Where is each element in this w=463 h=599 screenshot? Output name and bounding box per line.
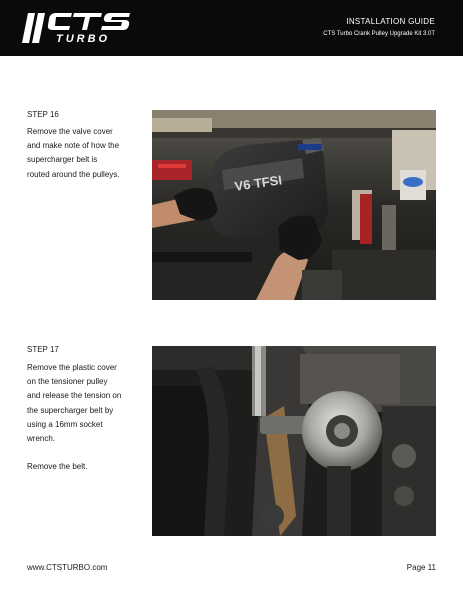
step-17-tensioner-photo: [152, 346, 436, 536]
step-16-engine-photo: [152, 110, 436, 300]
step-17-label: STEP 17: [27, 345, 59, 354]
step-16-instructions: [27, 125, 122, 196]
cts-turbo-logo: [22, 11, 152, 45]
step-17-paragraph-1: Remove the plastic cover on the tensioner pulley and release the tension on the supercharger belt by using a 16mm socket wrench.: [27, 363, 122, 444]
footer-page-number: Page 11: [406, 563, 436, 572]
header-subtitle: CTS Turbo Crank Pulley Upgrade Kit 3.0T: [323, 31, 435, 37]
v6-tfsi-label: V6 TFSI: [233, 172, 283, 194]
page-header: [0, 0, 463, 56]
step-16-label: STEP 16: [27, 110, 59, 119]
step-17-paragraph-2: Remove the belt.: [27, 462, 88, 472]
svg-text:TURBO: TURBO: [56, 33, 111, 45]
header-title: INSTALLATION GUIDE: [346, 17, 435, 26]
step-16-paragraph: Remove the valve cover and make note of how the supercharger belt is routed around the pulleys.: [27, 127, 120, 179]
footer-website: www.CTSTURBO.com: [27, 563, 108, 572]
step-17-instructions: [27, 361, 122, 488]
